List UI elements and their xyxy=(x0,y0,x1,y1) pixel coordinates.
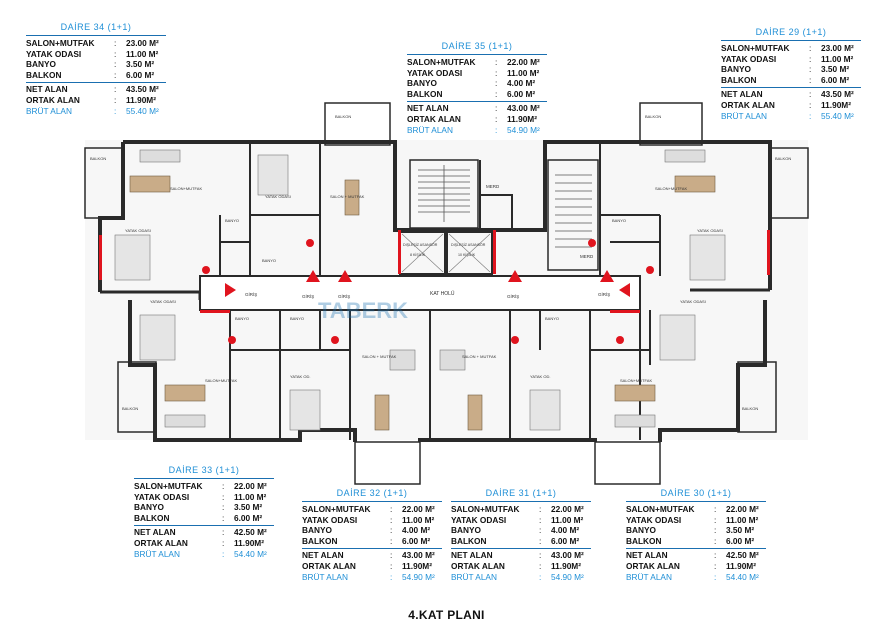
room-yatak-33: YATAK ODASI xyxy=(150,299,176,304)
entry-label-3: GİRİŞ xyxy=(338,294,351,299)
room-salon-33: SALON+MUTFAK xyxy=(205,378,238,383)
unit-title: DAİRE 35 (1+1) xyxy=(407,41,547,55)
watermark-logo: TABERK xyxy=(318,298,409,323)
room-salon-35: SALON + MUTFAK xyxy=(330,194,365,199)
room-salon-34: SALON+MUTFAK xyxy=(170,186,203,191)
plan-title: 4.KAT PLANI xyxy=(408,608,485,622)
room-banyo-32: BANYO xyxy=(290,316,305,321)
stair-label-1: MERD xyxy=(486,184,500,189)
unit-title: DAİRE 31 (1+1) xyxy=(451,488,591,502)
entry-label-2: GİRİŞ xyxy=(302,294,315,299)
entry-label-4: GİRİŞ xyxy=(507,294,520,299)
room-balkon-29b: BALKON xyxy=(775,156,792,161)
entry-label-1: GİRİŞ xyxy=(245,292,258,297)
room-yatak-31: YATAK OD. xyxy=(530,374,551,379)
room-balkon-29: BALKON xyxy=(645,114,662,119)
unit-title: DAİRE 32 (1+1) xyxy=(302,488,442,502)
unit-card-30: DAİRE 30 (1+1) SALON+MUTFAK : 22.00 M² YATAK ODASI : 11.00 M² BANYO : 3.50 M² BALKON : 6.00 M² NET ALAN : 42.50 M² ORTAK ALAN : 11.90M² BRÜT ALAN : 54.40 M² xyxy=(626,488,766,582)
room-salon-31: SALON + MUTFAK xyxy=(462,354,497,359)
room-salon-29: SALON+MUTFAK xyxy=(655,186,688,191)
unit-title: DAİRE 33 (1+1) xyxy=(134,465,274,479)
unit-title: DAİRE 29 (1+1) xyxy=(721,27,861,41)
unit-card-35: DAİRE 35 (1+1) SALON+MUTFAK : 22.00 M² YATAK ODASI : 11.00 M² BANYO : 4.00 M² BALKON : 6.00 M² NET ALAN : 43.00 M² ORTAK ALAN : 11.90M² BRÜT ALAN : 54.90 M² xyxy=(407,41,547,135)
unit-card-33: DAİRE 33 (1+1) SALON+MUTFAK : 22.00 M² YATAK ODASI : 11.00 M² BANYO : 3.50 M² BALKON : 6.00 M² NET ALAN : 42.50 M² ORTAK ALAN : 11.90M² BRÜT ALAN : 54.40 M² xyxy=(134,465,274,559)
room-balkon-33: BALKON xyxy=(122,406,139,411)
room-salon-30: SALON+MUTFAK xyxy=(620,378,653,383)
room-balkon-30: BALKON xyxy=(742,406,759,411)
elevator-label-2: DIŞLEŞİZ ASANSÖR xyxy=(451,243,486,247)
entry-label-5: GİRİŞ xyxy=(598,292,611,297)
unit-card-31: DAİRE 31 (1+1) SALON+MUTFAK : 22.00 M² YATAK ODASI : 11.00 M² BANYO : 4.00 M² BALKON : 6.00 M² NET ALAN : 43.00 M² ORTAK ALAN : 11.90M² BRÜT ALAN : 54.90 M² xyxy=(451,488,591,582)
room-yatak-32: YATAK OD. xyxy=(290,374,311,379)
room-banyo-34: BANYO xyxy=(225,218,240,223)
unit-title: DAİRE 34 (1+1) xyxy=(26,22,166,36)
elevator-size-2: 10 KİŞİLİK xyxy=(458,253,476,257)
room-salon-32: SALON + MUTFAK xyxy=(362,354,397,359)
room-yatak-30: YATAK ODASI xyxy=(680,299,706,304)
unit-card-34: DAİRE 34 (1+1) SALON+MUTFAK : 23.00 M² YATAK ODASI : 11.00 M² BANYO : 3.50 M² BALKON : 6.00 M² NET ALAN : 43.50 M² ORTAK ALAN : 11.90M² BRÜT ALAN : 55.40 M² xyxy=(26,22,166,116)
room-banyo-35: BANYO xyxy=(262,258,277,263)
unit-title: DAİRE 30 (1+1) xyxy=(626,488,766,502)
unit-card-32: DAİRE 32 (1+1) SALON+MUTFAK : 22.00 M² YATAK ODASI : 11.00 M² BANYO : 4.00 M² BALKON : 6.00 M² NET ALAN : 43.00 M² ORTAK ALAN : 11.90M² BRÜT ALAN : 54.90 M² xyxy=(302,488,442,582)
stair-label-2: MERD xyxy=(580,254,594,259)
corridor-label: KAT HOLÜ xyxy=(430,291,455,297)
room-banyo-31: BANYO xyxy=(545,316,560,321)
elevator-label-1: DIŞLEŞİZ ASANSÖR xyxy=(403,243,438,247)
room-balkon-34: BALKON xyxy=(90,156,107,161)
unit-card-29: DAİRE 29 (1+1) SALON+MUTFAK : 23.00 M² YATAK ODASI : 11.00 M² BANYO : 3.50 M² BALKON : 6.00 M² NET ALAN : 43.50 M² ORTAK ALAN : 11.90M² BRÜT ALAN : 55.40 M² xyxy=(721,27,861,121)
elevator-size-1: 8 KİŞİLİK xyxy=(410,253,426,257)
room-yatak-29: YATAK ODASI xyxy=(697,228,723,233)
room-banyo-33: BANYO xyxy=(235,316,250,321)
room-banyo-29: BANYO xyxy=(612,218,627,223)
room-yatak-35: YATAK ODASI xyxy=(265,194,291,199)
room-balkon-35: BALKON xyxy=(335,114,352,119)
room-yatak-34: YATAK ODASI xyxy=(125,228,151,233)
